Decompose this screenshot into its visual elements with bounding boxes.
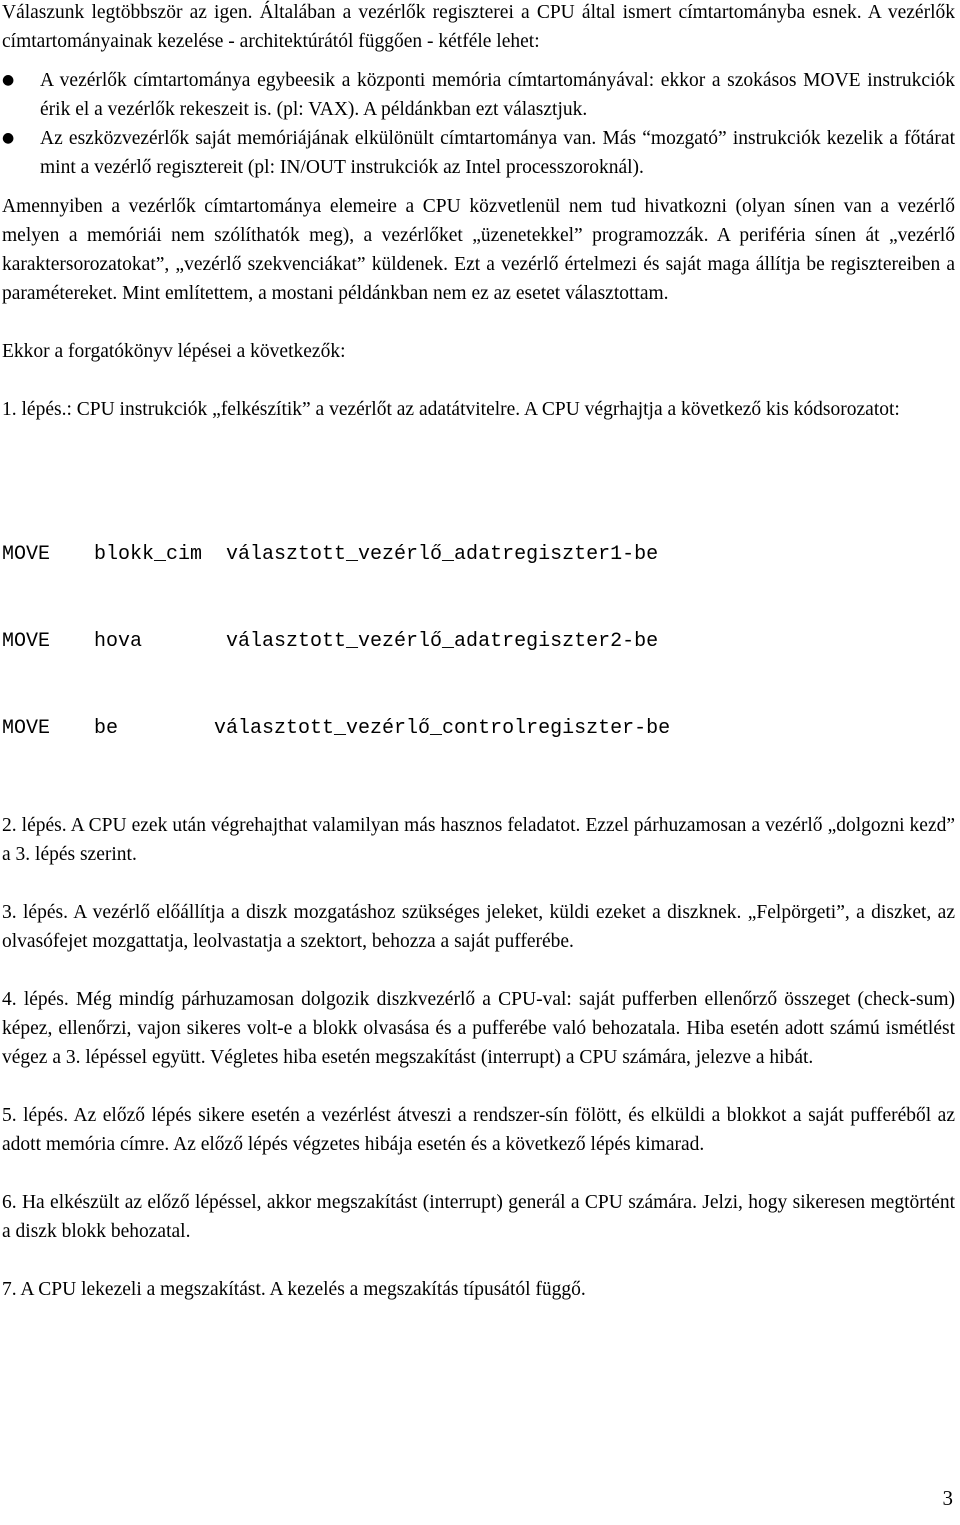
code-op: MOVE bbox=[2, 543, 51, 566]
amennyiben-paragraph: Amennyiben a vezérlők címtartománya elemeire a CPU közvetlenül nem tud hivatkozni (olyan sínen van a vezérlő melyen a memóriái nem szólíthatók meg), a vezérlőket „üzenetekkel” programozzák. A periféria sínen át „vezérlő karaktersorozatokat”, „vezérlő szekvenciákat” küldenek. Ezt a vezérlő értelmezi és saját maga állítja be regisztereiben a paramétereket. Mint említettem, a mostani példánkban nem ez az esetet választottam. bbox=[2, 196, 955, 304]
code-op: MOVE bbox=[2, 630, 51, 653]
code-args: hova választott_vezérlő_adatregiszter2-be bbox=[94, 630, 659, 653]
addressing-modes-list bbox=[2, 66, 955, 182]
code-line bbox=[2, 540, 955, 569]
step-6-paragraph: 6. Ha elkészült az előző lépéssel, akkor megszakítást (interrupt) generál a CPU számára. Jelzi, hogy sikeresen megtörtént a diszk blokk behozatal. bbox=[2, 1192, 955, 1242]
code-block bbox=[2, 482, 955, 801]
list-item bbox=[2, 66, 955, 124]
list-item-text: Az eszközvezérlők saját memóriájának elkülönült címtartománya van. Más “mozgató” instrukciók kezelik a főtárat mint a vezérlő regisztereit (pl: IN/OUT instrukciók az Intel processzoroknál). bbox=[40, 128, 955, 178]
step-1-paragraph: 1. lépés.: CPU instrukciók „felkészítik” a vezérlőt az adatátvitelre. A CPU végrhajtja a következő kis kódsorozatot: bbox=[2, 399, 900, 420]
step-7-paragraph: 7. A CPU lekezeli a megszakítást. A kezelés a megszakítás típusától függő. bbox=[2, 1279, 586, 1300]
page-number: 3 bbox=[942, 1486, 953, 1510]
list-item bbox=[2, 124, 955, 182]
bullet-icon: ● bbox=[2, 130, 15, 146]
code-args: be választott_vezérlő_controlregiszter-be bbox=[94, 717, 671, 740]
bullet-icon: ● bbox=[2, 72, 15, 88]
ekkor-paragraph: Ekkor a forgatókönyv lépései a következők: bbox=[2, 341, 346, 362]
step-4-paragraph: 4. lépés. Még mindíg párhuzamosan dolgozik diszkvezérlő a CPU-val: saját pufferben ellenőrző összeget (check-sum) képez, ellenőrzi, vajon sikeres volt-e a blokk olvasása és a pufferébe való behozatala. Hiba esetén adott számú ismétlést végez a 3. lépéssel együtt. Végletes hiba esetén megszakítást (interrupt) a CPU számára, jelezve a hibát. bbox=[2, 989, 955, 1068]
step-2-paragraph: 2. lépés. A CPU ezek után végrehajthat valamilyan más hasznos feladatot. Ezzel párhuzamosan a vezérlő „dolgozni kezd” a 3. lépés szerint. bbox=[2, 815, 955, 865]
code-op: MOVE bbox=[2, 717, 51, 740]
code-args: blokk_cim választott_vezérlő_adatregiszter1-be bbox=[94, 543, 659, 566]
intro-paragraph: Válaszunk legtöbbször az igen. Általában a vezérlők regiszterei a CPU által ismert címtartományba esnek. A vezérlők címtartományainak kezelése - architektúrától függően - kétféle lehet: bbox=[2, 2, 955, 52]
code-line bbox=[2, 714, 955, 743]
page-content bbox=[2, 0, 955, 1304]
code-line bbox=[2, 627, 955, 656]
step-3-paragraph: 3. lépés. A vezérlő előállítja a diszk mozgatáshoz szükséges jeleket, küldi ezeket a diszknek. „Felpörgeti”, a diszket, az olvasófejet mozgattatja, leolvastatja a szektort, behozza a saját pufferébe. bbox=[2, 902, 955, 952]
step-5-paragraph: 5. lépés. Az előző lépés sikere esetén a vezérlést átveszi a rendszer-sín fölött, és elküldi a blokkot a saját pufferéből az adott memória címre. Az előző lépés végzetes hibája esetén és a következő lépés kimarad. bbox=[2, 1105, 955, 1155]
list-item-text: A vezérlők címtartománya egybeesik a központi memória címtartományával: ekkor a szokásos MOVE instrukciók érik el a vezérlők rekeszeit is. (pl: VAX). A példánkban ezt választjuk. bbox=[40, 70, 955, 120]
